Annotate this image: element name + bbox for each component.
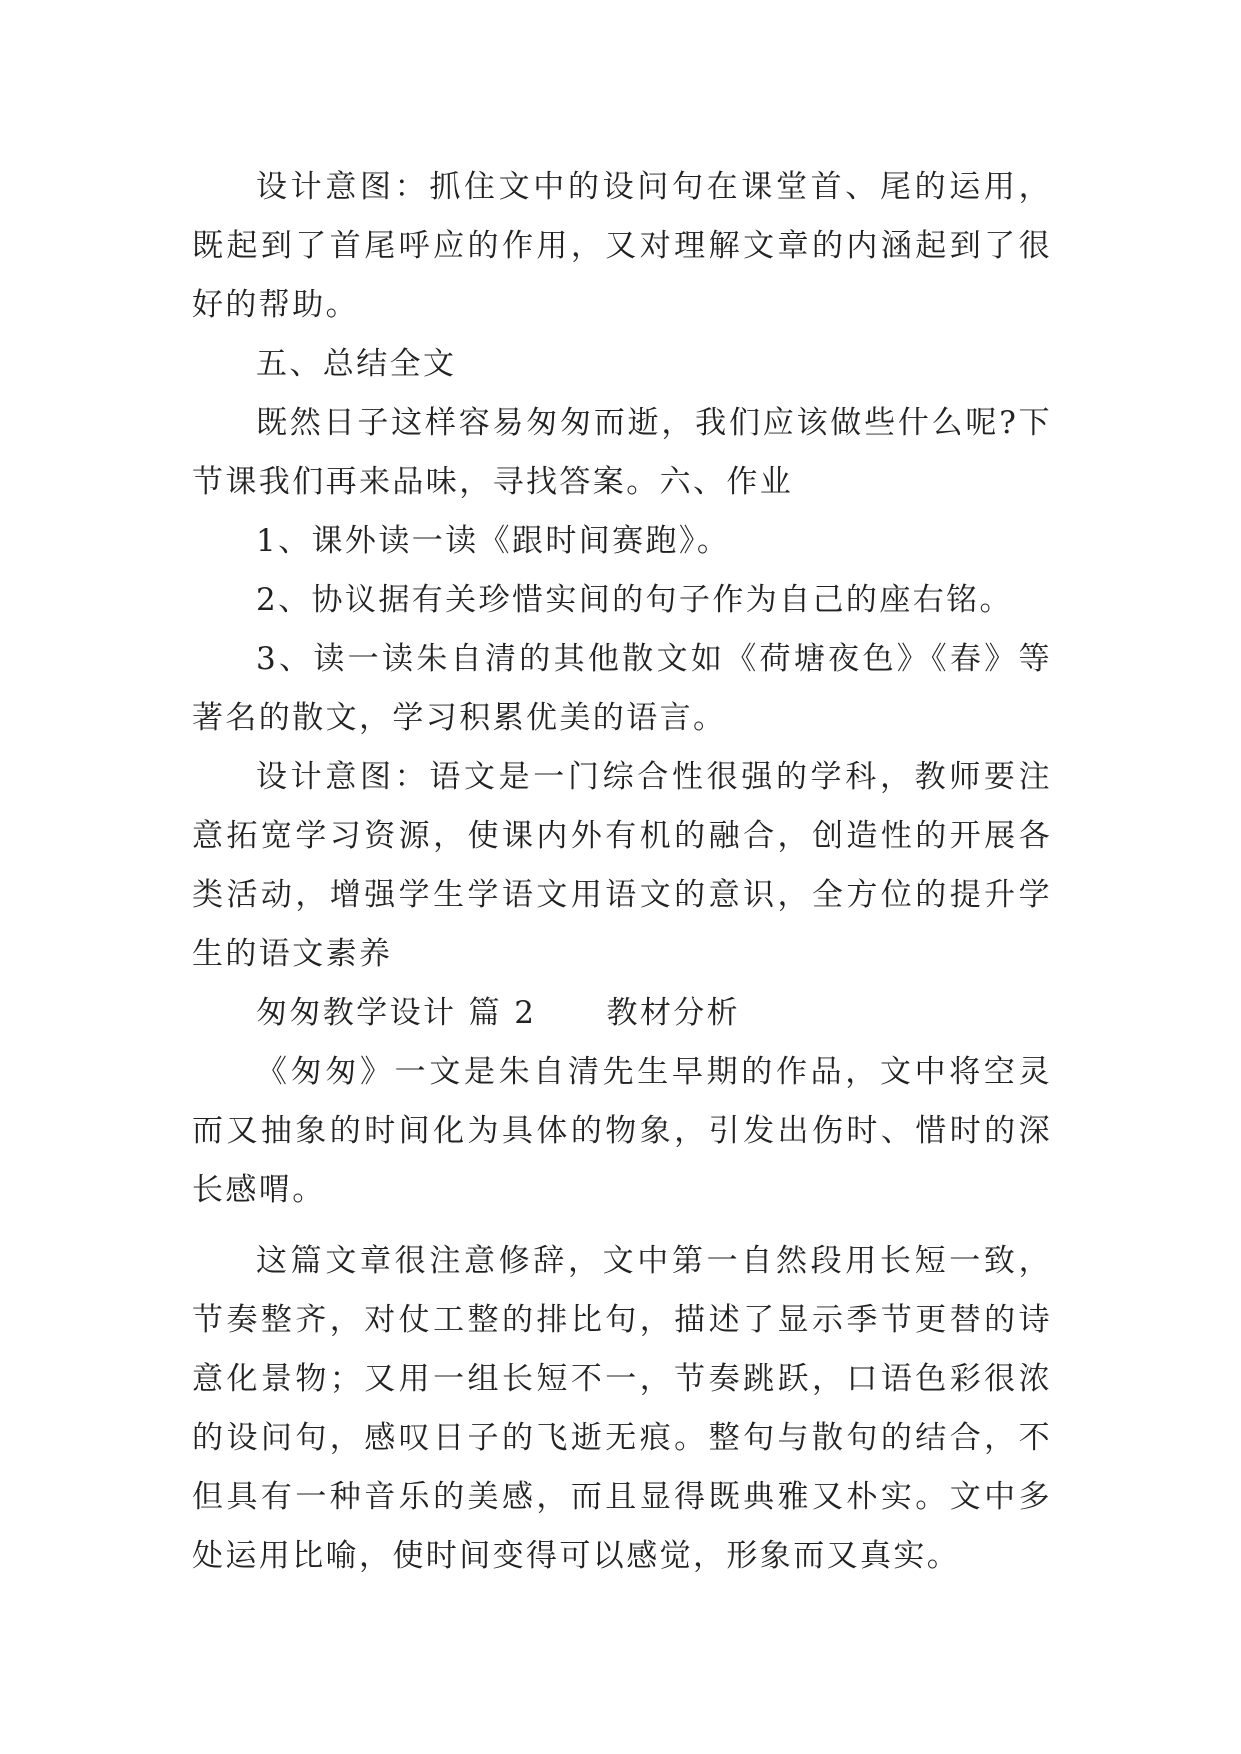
- paragraph-summary: 既然日子这样容易匆匆而逝，我们应该做些什么呢?下节课我们再来品味，寻找答案。六、作业: [192, 405, 1052, 500]
- paragraph-design-intent-1: 设计意图：抓住文中的设问句在课堂首、尾的运用，既起到了首尾呼应的作用，又对理解文章的内涵起到了很好的帮助。: [192, 169, 1052, 323]
- lesson-heading: [192, 984, 1052, 1043]
- paragraph-rhetoric: 这篇文章很注意修辞，文中第一自然段用长短一致，节奏整齐，对仗工整的排比句，描述了显示季节更替的诗意化景物；又用一组长短不一，节奏跳跃，口语色彩很浓的设问句，感叹日子的飞逝无痕。整句与散句的结合，不但具有一种音乐的美感，而且显得既典雅又朴实。文中多处运用比喻，使时间变得可以感觉，形象而又真实。: [192, 1243, 1052, 1574]
- section-heading-summary: 五、总结全文: [256, 346, 457, 382]
- homework-item-3: 3、读一读朱自清的其他散文如《荷塘夜色》《春》等著名的散文，学习积累优美的语言。: [192, 641, 1052, 736]
- lesson-title: 匆匆教学设计 篇 2: [256, 995, 537, 1031]
- homework-item-2: 2、协议据有关珍惜实间的句子作为自己的座右铭。: [256, 582, 1013, 618]
- document-body: [192, 158, 1052, 1586]
- homework-item-1: 1、课外读一读《跟时间赛跑》。: [256, 523, 731, 559]
- paragraph-design-intent-2: 设计意图：语文是一门综合性很强的学科，教师要注意拓宽学习资源，使课内外有机的融合，创造性的开展各类活动，增强学生学语文用语文的意识，全方位的提升学生的语文素养: [192, 759, 1052, 972]
- paragraph-intro: 《匆匆》一文是朱自清先生早期的作品，文中将空灵而又抽象的时间化为具体的物象，引发出伤时、惜时的深长感喟。: [192, 1054, 1052, 1208]
- section-label-material-analysis: 教材分析: [606, 995, 741, 1031]
